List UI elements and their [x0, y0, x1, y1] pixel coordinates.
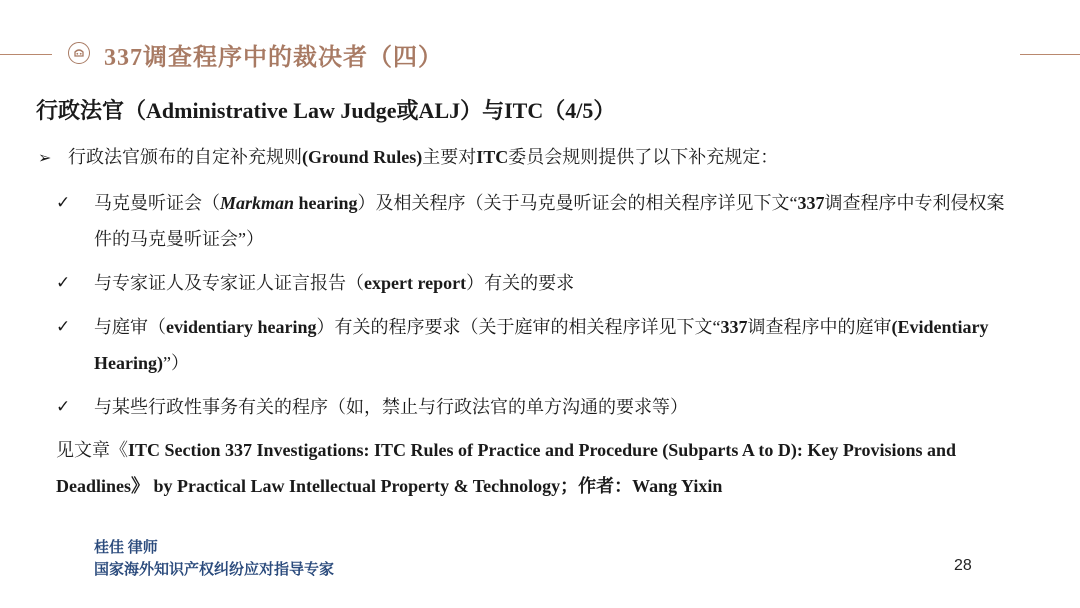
check-item-text: Markman: [220, 193, 295, 213]
check-item-text: (Evidentiary Hearing): [94, 317, 989, 373]
check-list: [56, 185, 1016, 433]
header-rule-right: [1020, 54, 1080, 55]
arrow-bullet-icon: ➢: [38, 150, 52, 167]
check-item-text: 调查程序中专利侵权案件的马克曼听证会”）: [94, 193, 1005, 249]
bullet-bold: (Ground Rules): [302, 147, 423, 167]
bullet-text: 行政法官颁布的自定补充规则: [68, 147, 302, 167]
source-citation: [56, 432, 1016, 504]
check-item: [56, 309, 1016, 381]
checkmark-icon: ✓: [56, 273, 71, 292]
slide-header: [0, 30, 1080, 80]
header-rule-left: [0, 54, 52, 55]
check-item-text: 337: [797, 193, 825, 213]
check-item-text: 与专家证人及专家证人证言报告（: [94, 273, 364, 293]
check-item-text: 与某些行政性事务有关的程序（如，禁止与行政法官的单方沟通的要求等）: [94, 397, 688, 417]
check-item-text: ）有关的程序要求（关于庭审的相关程序详见下文“: [316, 317, 721, 337]
checkmark-icon: ✓: [56, 397, 71, 416]
check-item-text: ”）: [163, 353, 189, 373]
source-title: ITC Section 337 Investigations: ITC Rules of Practice and Procedure (Subparts A to D): Key Provisions and Deadlines: [56, 440, 957, 496]
check-item-text: 调查程序中的庭审: [747, 317, 892, 337]
source-suffix: 》 by Practical Law Intellectual Property & Technology；作者：Wang Yixin: [131, 476, 723, 496]
check-item-text: 马克曼听证会（: [94, 193, 220, 213]
section-heading: 行政法官（Administrative Law Judge或ALJ）与ITC（4/5）: [36, 98, 616, 123]
check-item-text: ）有关的要求: [466, 273, 575, 293]
check-item-text: evidentiary hearing: [166, 317, 317, 337]
page-number: 28: [954, 557, 972, 574]
checkmark-icon: ✓: [56, 317, 71, 336]
check-item: [56, 265, 1016, 301]
page-title: 337调查程序中的裁决者（四）: [104, 45, 443, 71]
footer-org: 国家海外知识产权纠纷应对指导专家: [94, 562, 335, 578]
emblem-icon: [68, 42, 90, 64]
source-prefix: 见文章《: [56, 440, 128, 460]
bullet-text-after: 委员会规则提供了以下补充规定：: [508, 147, 779, 167]
check-item-text: expert report: [364, 273, 467, 293]
bullet-item: [38, 143, 778, 169]
check-item-text: hearing: [294, 193, 358, 213]
checkmark-icon: ✓: [56, 193, 71, 212]
bullet-bold-itc: ITC: [476, 147, 509, 167]
footer-author: 桂佳 律师: [94, 540, 158, 556]
check-item-text: 与庭审（: [94, 317, 166, 337]
bullet-text-mid: 主要对: [422, 147, 477, 167]
check-item-text: ）及相关程序（关于马克曼听证会的相关程序详见下文“: [357, 193, 798, 213]
check-item: [56, 389, 1016, 425]
check-item-text: 337: [720, 317, 748, 337]
check-item: [56, 185, 1016, 257]
